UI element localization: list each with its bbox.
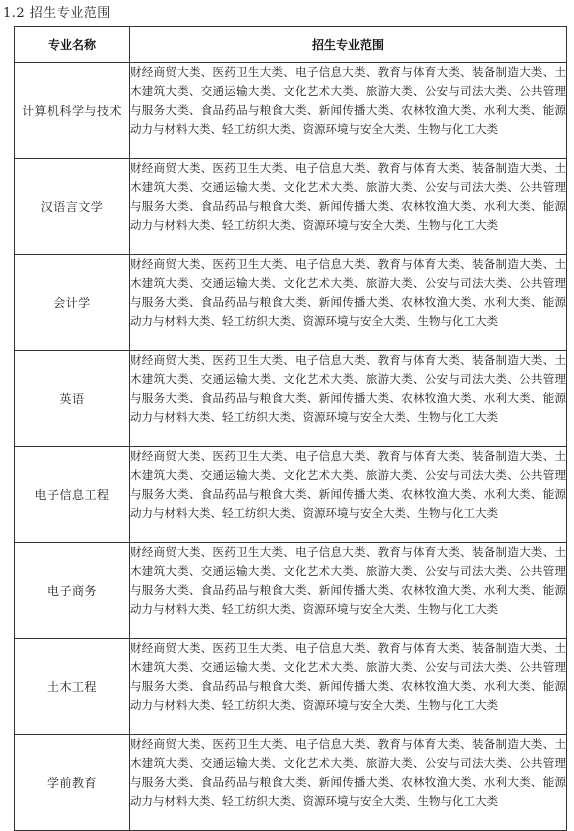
enrollment-scope-cell: 财经商贸大类、医药卫生大类、电子信息大类、教育与体育大类、装备制造大类、土木建筑大类、交通运输大类、文化艺术大类、旅游大类、公安与司法大类、公共管理与服务大类、食品药品与粮食大类、新闻传播大类、农林牧渔大类、水利大类、能源动力与材料大类、轻工纺织大类、资源环境与安全大类、生物与化工大类	[130, 351, 567, 447]
major-name-cell: 汉语言文学	[15, 159, 130, 255]
header-major-name: 专业名称	[15, 27, 130, 63]
table-row	[15, 639, 567, 735]
major-name-cell: 土木工程	[15, 639, 130, 735]
major-name-cell: 英语	[15, 351, 130, 447]
table-row	[15, 351, 567, 447]
enrollment-scope-cell: 财经商贸大类、医药卫生大类、电子信息大类、教育与体育大类、装备制造大类、土木建筑大类、交通运输大类、文化艺术大类、旅游大类、公安与司法大类、公共管理与服务大类、食品药品与粮食大类、新闻传播大类、农林牧渔大类、水利大类、能源动力与材料大类、轻工纺织大类、资源环境与安全大类、生物与化工大类	[130, 159, 567, 255]
enrollment-scope-cell: 财经商贸大类、医药卫生大类、电子信息大类、教育与体育大类、装备制造大类、土木建筑大类、交通运输大类、文化艺术大类、旅游大类、公安与司法大类、公共管理与服务大类、食品药品与粮食大类、新闻传播大类、农林牧渔大类、水利大类、能源动力与材料大类、轻工纺织大类、资源环境与安全大类、生物与化工大类	[130, 735, 567, 831]
table-row	[15, 543, 567, 639]
section-title: 1.2 招生专业范围	[3, 6, 111, 21]
enrollment-scope-cell: 财经商贸大类、医药卫生大类、电子信息大类、教育与体育大类、装备制造大类、土木建筑大类、交通运输大类、文化艺术大类、旅游大类、公安与司法大类、公共管理与服务大类、食品药品与粮食大类、新闻传播大类、农林牧渔大类、水利大类、能源动力与材料大类、轻工纺织大类、资源环境与安全大类、生物与化工大类	[130, 639, 567, 735]
enrollment-scope-table	[14, 26, 567, 831]
table-row	[15, 735, 567, 831]
table-row	[15, 159, 567, 255]
major-name-cell: 电子商务	[15, 543, 130, 639]
major-name-cell: 电子信息工程	[15, 447, 130, 543]
table-row	[15, 63, 567, 159]
table-row	[15, 255, 567, 351]
enrollment-scope-cell: 财经商贸大类、医药卫生大类、电子信息大类、教育与体育大类、装备制造大类、土木建筑大类、交通运输大类、文化艺术大类、旅游大类、公安与司法大类、公共管理与服务大类、食品药品与粮食大类、新闻传播大类、农林牧渔大类、水利大类、能源动力与材料大类、轻工纺织大类、资源环境与安全大类、生物与化工大类	[130, 447, 567, 543]
header-enrollment-scope: 招生专业范围	[130, 27, 567, 63]
enrollment-scope-cell: 财经商贸大类、医药卫生大类、电子信息大类、教育与体育大类、装备制造大类、土木建筑大类、交通运输大类、文化艺术大类、旅游大类、公安与司法大类、公共管理与服务大类、食品药品与粮食大类、新闻传播大类、农林牧渔大类、水利大类、能源动力与材料大类、轻工纺织大类、资源环境与安全大类、生物与化工大类	[130, 543, 567, 639]
enrollment-scope-cell: 财经商贸大类、医药卫生大类、电子信息大类、教育与体育大类、装备制造大类、土木建筑大类、交通运输大类、文化艺术大类、旅游大类、公安与司法大类、公共管理与服务大类、食品药品与粮食大类、新闻传播大类、农林牧渔大类、水利大类、能源动力与材料大类、轻工纺织大类、资源环境与安全大类、生物与化工大类	[130, 255, 567, 351]
major-name-cell: 会计学	[15, 255, 130, 351]
table-row	[15, 447, 567, 543]
table-header-row	[15, 27, 567, 63]
major-name-cell: 学前教育	[15, 735, 130, 831]
enrollment-scope-cell: 财经商贸大类、医药卫生大类、电子信息大类、教育与体育大类、装备制造大类、土木建筑大类、交通运输大类、文化艺术大类、旅游大类、公安与司法大类、公共管理与服务大类、食品药品与粮食大类、新闻传播大类、农林牧渔大类、水利大类、能源动力与材料大类、轻工纺织大类、资源环境与安全大类、生物与化工大类	[130, 63, 567, 159]
major-name-cell: 计算机科学与技术	[15, 63, 130, 159]
